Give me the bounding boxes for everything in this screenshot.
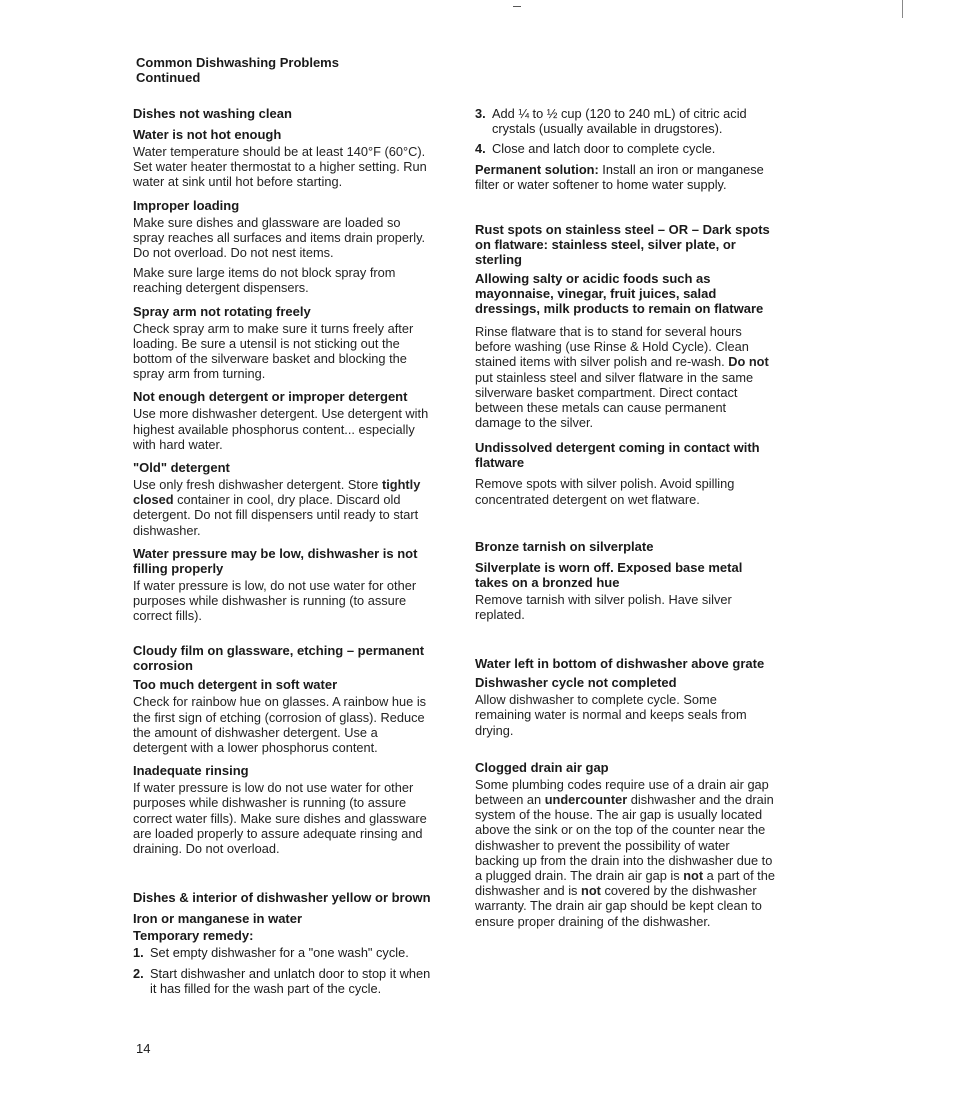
step-number: 4.	[475, 141, 486, 157]
cause-title: Improper loading	[133, 197, 240, 213]
permanent-solution-text: Install an iron or manganese filter or water softener to home water supply.	[475, 161, 764, 192]
problem-title: Bronze tarnish on silverplate	[475, 538, 654, 554]
cause-undissolved-detergent	[475, 440, 775, 506]
permanent-solution	[475, 162, 775, 192]
cause-text: Allow dishwasher to complete cycle. Some remaining water is normal and keeps seals from drying.	[475, 692, 747, 738]
cause-text: Water temperature should be at least 140°F (60°C). Set water heater thermostat to a higher setting. Run water at sink until hot before starting.	[133, 144, 427, 190]
cause-title: Clogged drain air gap	[475, 759, 609, 775]
remedy-step	[475, 106, 775, 136]
cause-title: Spray arm not rotating freely	[133, 303, 311, 319]
cause-text: Check for rainbow hue on glasses. A rainbow hue is the first sign of etching (corrosion of glass). Reduce the amount of dishwasher detergent. Use a detergent with a lower phosphorus content.	[133, 694, 427, 756]
cause-text: Make sure large items do not block spray from reaching detergent dispensers.	[133, 265, 396, 296]
cause-text	[133, 477, 433, 538]
emphasis-text: not	[683, 868, 704, 884]
cause-text: Remove spots with silver polish. Avoid spilling concentrated detergent on wet flatware.	[475, 476, 735, 507]
cause-title: Inadequate rinsing	[133, 763, 249, 779]
text-run: Use only fresh dishwasher detergent. Store	[133, 477, 382, 493]
cause-title: Dishwasher cycle not completed	[475, 675, 677, 691]
step-text: Set empty dishwasher for a "one wash" cycle.	[150, 945, 409, 961]
cause-text: If water pressure is low, do not use water for other purposes while dishwasher is running (to assure correct fills).	[133, 577, 417, 624]
cause-spray-arm	[133, 304, 433, 382]
cause-title: Not enough detergent or improper detergent	[133, 389, 408, 405]
page-number: 14	[136, 1041, 151, 1056]
problem-title: Water left in bottom of dishwasher above grate	[475, 656, 765, 672]
step-text: Start dishwasher and unlatch door to stop it when it has filled for the wash part of the cycle.	[150, 965, 431, 996]
text-run: Rinse flatware that is to stand for several hours before washing (use Rinse & Hold Cycle). Clean stained items with silver polish and re-wash.	[475, 324, 749, 370]
remedy-steps	[475, 106, 775, 157]
remedy-continued	[475, 106, 775, 192]
cause-title: Water is not hot enough	[133, 127, 282, 142]
cause-title: Iron or manganese in water	[133, 911, 303, 927]
cause-clogged-air-gap	[475, 760, 775, 929]
scan-edge-line	[902, 0, 903, 18]
cause-inadequate-rinsing	[133, 763, 433, 856]
problem-title: Dishes not washing clean	[133, 106, 292, 121]
cause-not-enough-detergent	[133, 389, 433, 452]
problem-water-left	[475, 656, 775, 929]
cause-iron-manganese	[133, 911, 433, 996]
cause-silverplate-worn	[475, 560, 775, 622]
right-column	[475, 106, 775, 955]
cause-text: If water pressure is low do not use water for other purposes while dishwasher is running (to assure correct water fills). Make sure dishes and glassware are loaded properly to assure adequate rinsing and draining. Do not overload.	[133, 780, 427, 857]
problem-title: Dishes & interior of dishwasher yellow or brown	[133, 890, 431, 906]
emphasis-text: undercounter	[544, 792, 628, 808]
cause-text	[475, 324, 775, 430]
section-continued: Continued	[136, 70, 201, 85]
cause-old-detergent	[133, 460, 433, 538]
problem-cloudy-film	[133, 643, 433, 856]
problem-bronze-tarnish	[475, 539, 775, 622]
text-run: Some plumbing codes require use of a drain air gap between an	[475, 776, 769, 808]
text-run: dishwasher and the drain system of the house. The air gap is usually located above the sink or on the top of the counter near the dishwasher to prevent the possibility of water backing up from the drain into the dishwasher due to a plugged drain. The drain air gap is	[475, 792, 774, 884]
problem-dishes-not-clean	[133, 106, 433, 623]
cause-salty-acidic-foods	[475, 271, 775, 430]
cause-title: Undissolved detergent coming in contact with flatware	[475, 440, 760, 471]
remedy-steps	[133, 945, 433, 996]
scan-mark	[513, 6, 521, 7]
remedy-step	[133, 966, 433, 996]
section-header	[136, 55, 436, 85]
step-number: 3.	[475, 106, 486, 121]
remedy-step	[133, 945, 433, 960]
cause-water-pressure	[133, 546, 433, 624]
cause-water-not-hot	[133, 127, 433, 190]
cause-title: Water pressure may be low, dishwasher is not filling properly	[133, 545, 418, 576]
cause-title: Silverplate is worn off. Exposed base metal takes on a bronzed hue	[475, 559, 743, 590]
text-run: container in cool, dry place. Discard old detergent. Do not fill dispensers until ready to start dishwasher.	[133, 492, 419, 538]
emphasis-text: tightly closed	[133, 477, 421, 508]
cause-text: Make sure dishes and glassware are loaded so spray reaches all surfaces and items drain properly. Do not overload. Do not nest items.	[133, 214, 426, 261]
step-number: 2.	[133, 965, 144, 981]
problem-title: Rust spots on stainless steel – OR – Dark spots on flatware: stainless steel, silver plate, or sterling	[475, 222, 770, 268]
step-text: Close and latch door to complete cycle.	[492, 141, 716, 157]
remedy-step	[475, 141, 775, 156]
step-number: 1.	[133, 945, 144, 961]
left-column	[133, 106, 433, 1022]
cause-improper-loading	[133, 198, 433, 296]
text-run: covered by the dishwasher warranty. The drain air gap should be kept clean to ensure proper draining of the dishwasher.	[475, 883, 762, 929]
cause-cycle-not-completed	[475, 675, 775, 738]
emphasis-text: not	[581, 883, 601, 899]
cause-title: "Old" detergent	[133, 460, 230, 476]
cause-text	[475, 777, 775, 929]
problem-title: Cloudy film on glassware, etching – permanent corrosion	[133, 643, 425, 674]
remedy-label: Temporary remedy:	[133, 928, 254, 944]
cause-text: Remove tarnish with silver polish. Have silver replated.	[475, 591, 732, 623]
cause-title: Allowing salty or acidic foods such as mayonnaise, vinegar, fruit juices, salad dressings, milk products to remain on flatware	[475, 271, 764, 317]
section-title: Common Dishwashing Problems	[136, 55, 339, 70]
cause-title: Too much detergent in soft water	[133, 677, 338, 693]
permanent-solution-label: Permanent solution:	[475, 161, 599, 177]
text-run: a part of the dishwasher and is	[475, 868, 775, 899]
problem-yellow-brown	[133, 890, 433, 996]
problem-rust-spots	[475, 222, 775, 507]
emphasis-text: Do not	[728, 354, 769, 370]
cause-too-much-detergent	[133, 677, 433, 755]
text-run: put stainless steel and silver flatware in the same silverware basket compartment. Direct contact between these metals can cause permanent damage to the silver.	[475, 369, 754, 431]
cause-text: Use more dishwasher detergent. Use detergent with highest available phosphorus content... especially with hard water.	[133, 406, 429, 452]
step-text: Add ¼ to ½ cup (120 to 240 mL) of citric acid crystals (usually available in drugstores).	[492, 106, 747, 137]
cause-text: Check spray arm to make sure it turns freely after loading. Be sure a utensil is not sticking out the bottom of the silverware basket and blocking the spray arm from turning.	[133, 320, 414, 382]
